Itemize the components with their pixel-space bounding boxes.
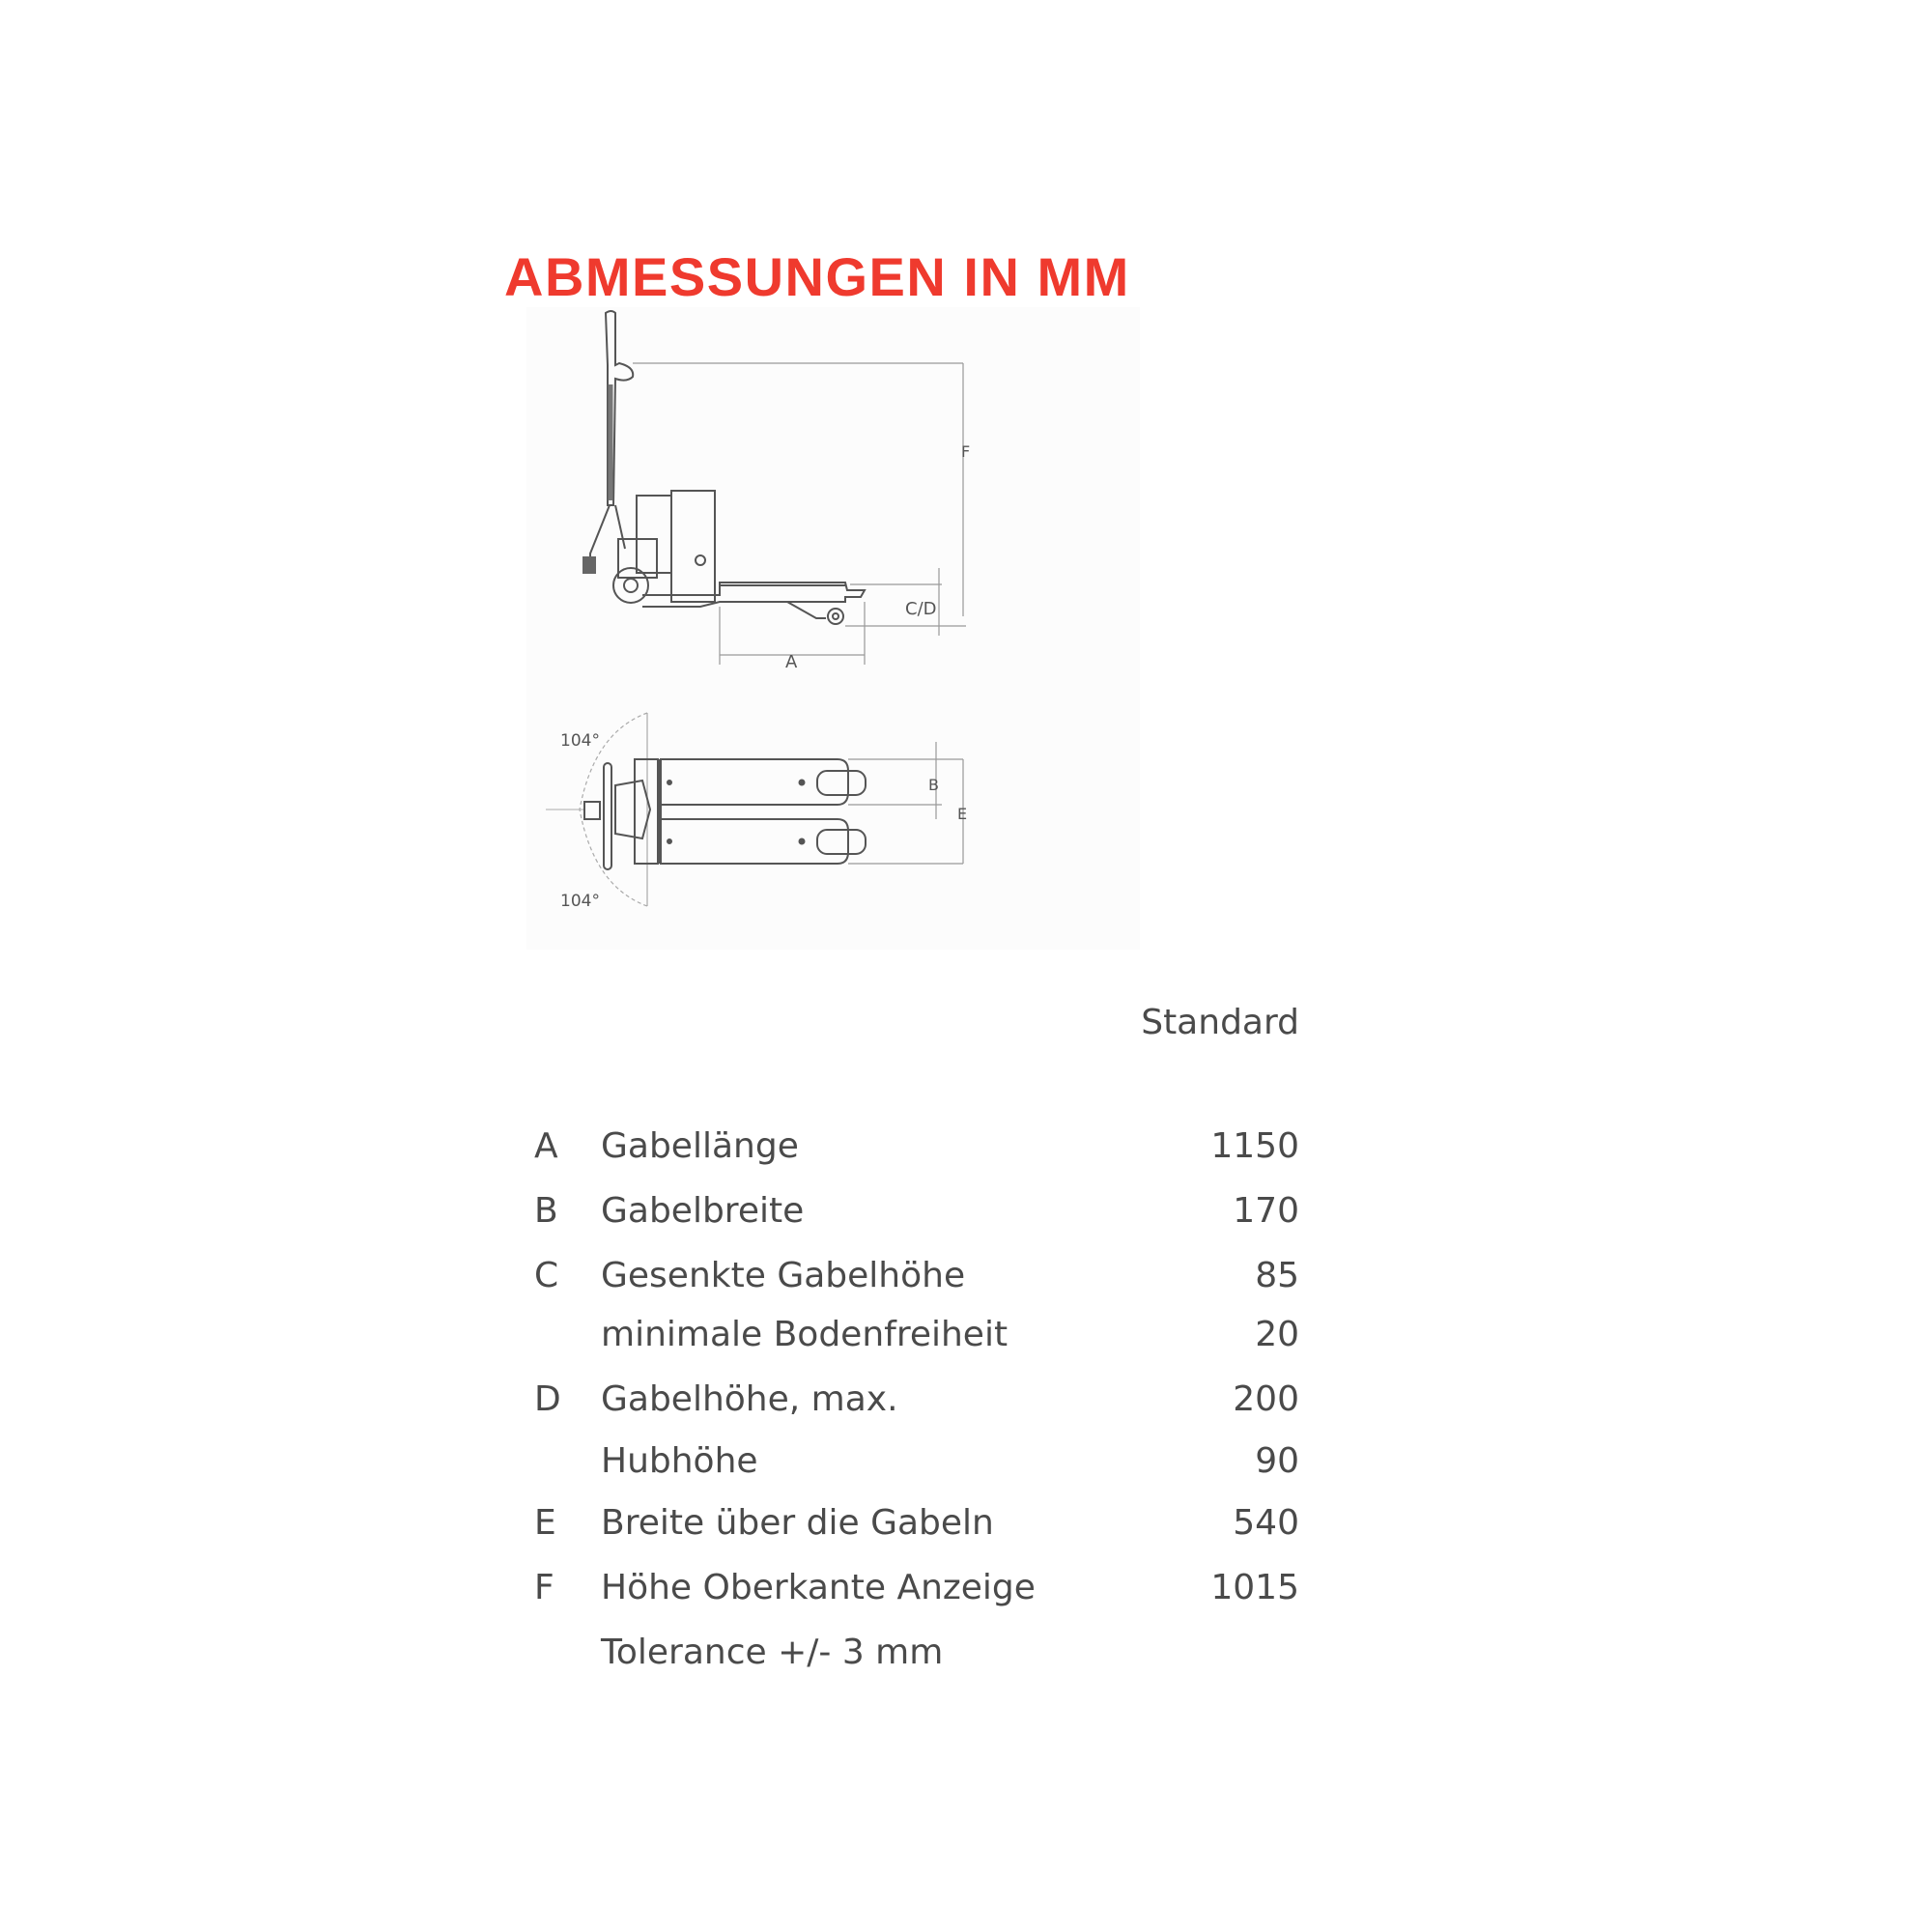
row-value: 90 bbox=[1255, 1441, 1299, 1481]
table-row bbox=[534, 1503, 1299, 1551]
row-value: 540 bbox=[1233, 1503, 1299, 1543]
top-view bbox=[546, 713, 967, 911]
row-label: Gabelbreite bbox=[601, 1191, 805, 1231]
angle-label-bottom: 104° bbox=[560, 892, 600, 911]
row-value: 1150 bbox=[1210, 1126, 1299, 1166]
pallet-truck-dimension-drawing bbox=[526, 307, 1140, 950]
table-row bbox=[534, 1441, 1299, 1490]
row-value: 170 bbox=[1233, 1191, 1299, 1231]
row-label: minimale Bodenfreiheit bbox=[601, 1315, 1009, 1354]
row-label: Hubhöhe bbox=[601, 1441, 758, 1481]
row-letter: B bbox=[534, 1191, 558, 1231]
side-view bbox=[582, 311, 970, 672]
table-row-note bbox=[534, 1633, 1299, 1681]
row-value: 20 bbox=[1255, 1315, 1299, 1354]
table-row bbox=[534, 1315, 1299, 1363]
dimension-label-a: A bbox=[785, 652, 798, 672]
dimension-label-cd: C/D bbox=[905, 599, 937, 619]
tolerance-note: Tolerance +/- 3 mm bbox=[601, 1633, 944, 1672]
dimension-label-f: F bbox=[961, 442, 971, 461]
technical-drawing bbox=[526, 307, 1140, 950]
table-row bbox=[534, 1256, 1299, 1304]
row-letter: E bbox=[534, 1503, 556, 1543]
row-value: 85 bbox=[1255, 1256, 1299, 1295]
angle-label-top: 104° bbox=[560, 731, 600, 751]
row-letter: A bbox=[534, 1126, 558, 1166]
row-label: Gabelhöhe, max. bbox=[601, 1379, 898, 1419]
table-row bbox=[534, 1126, 1299, 1175]
column-header-standard: Standard bbox=[1141, 1003, 1299, 1042]
dimension-label-b: B bbox=[928, 776, 939, 794]
row-label: Höhe Oberkante Anzeige bbox=[601, 1568, 1036, 1607]
table-row bbox=[534, 1568, 1299, 1616]
row-letter: D bbox=[534, 1379, 561, 1419]
row-letter: C bbox=[534, 1256, 559, 1295]
row-value: 1015 bbox=[1210, 1568, 1299, 1607]
row-letter: F bbox=[534, 1568, 554, 1607]
page-title: ABMESSUNGEN IN MM bbox=[504, 246, 1130, 307]
dimension-label-e: E bbox=[957, 805, 968, 823]
row-label: Breite über die Gabeln bbox=[601, 1503, 994, 1543]
table-row bbox=[534, 1191, 1299, 1239]
row-label: Gesenkte Gabelhöhe bbox=[601, 1256, 966, 1295]
row-label: Gabellänge bbox=[601, 1126, 799, 1166]
row-value: 200 bbox=[1233, 1379, 1299, 1419]
table-row bbox=[534, 1379, 1299, 1428]
